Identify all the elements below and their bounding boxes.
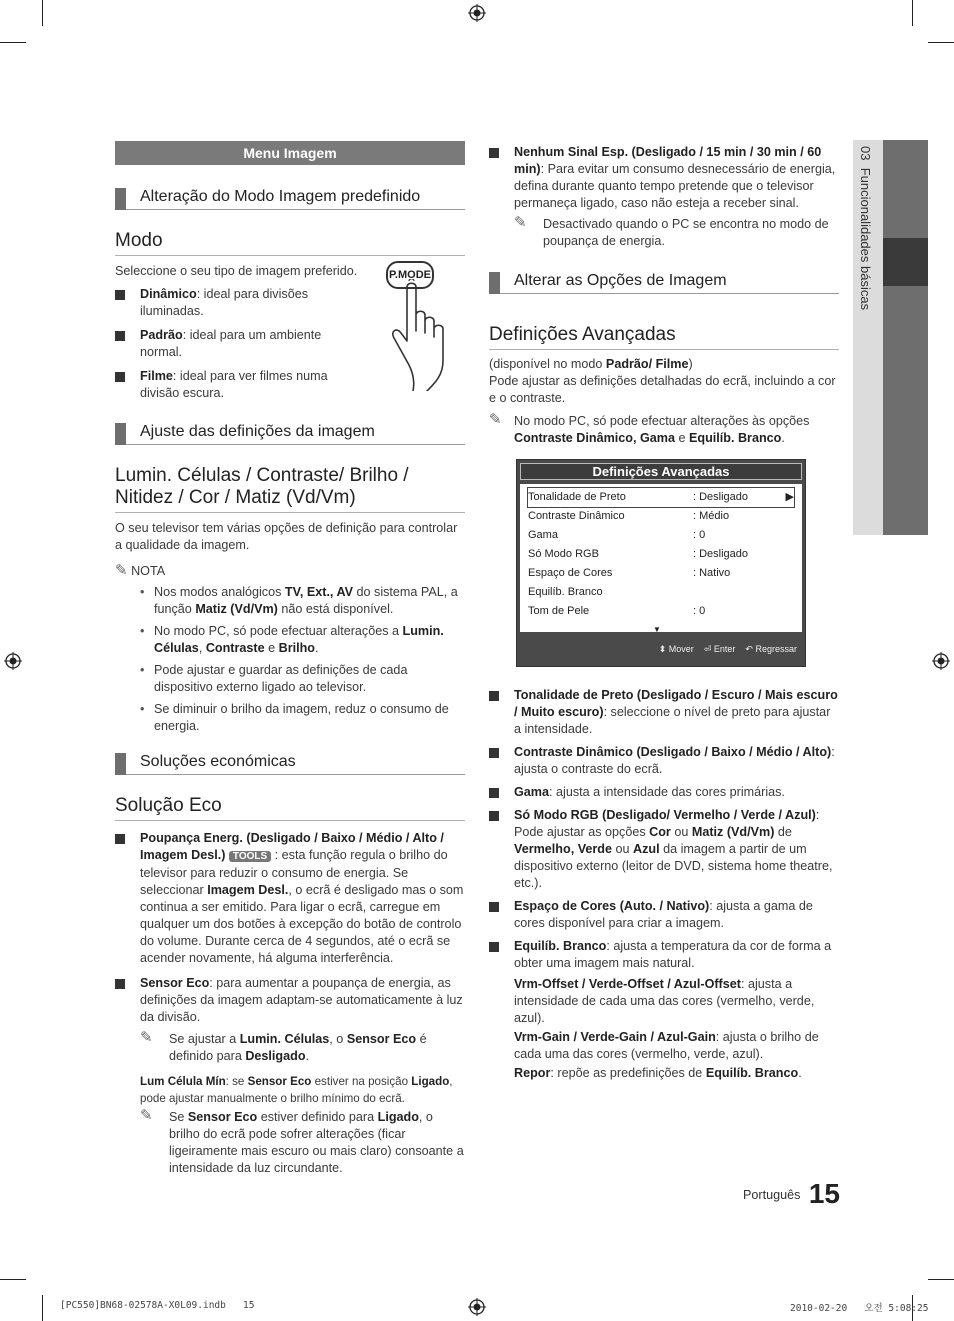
list-item: Nenhum Sinal Esp. (Desligado / 15 min / 30 min / 60 min): Para evitar um consumo desnecessário de energia, defina durante quanto tempo pretende que o televisor permaneça ligado, caso não esteja a receber sinal. xyxy=(489,144,839,212)
page-number: 15 xyxy=(808,1178,840,1209)
print-slug-date: 2010-02-20 오전 5:08:25 xyxy=(790,1303,929,1314)
osd-row[interactable]: Gama : 0 xyxy=(528,529,706,541)
osd-row[interactable]: Só Modo RGB : Desligado xyxy=(528,548,749,560)
sub-item: Vrm-Offset / Verde-Offset / Azul-Offset: ajusta a intensidade de cada uma das cores (vermelho, verde, azul). xyxy=(514,977,815,1025)
note: ✎ Se Sensor Eco estiver definido para Ligado, o brilho do ecrã pode sofrer alterações (ficar ligeiramente mais escuro ou mais claro) consoante a intensidade da luz circundante. xyxy=(140,1106,464,1175)
pmode-hand-illustration xyxy=(383,261,468,391)
side-tab-label: 03 Funcionalidades básicas xyxy=(858,146,873,311)
scroll-down-icon: ▼ xyxy=(653,625,661,634)
list-item: Sensor Eco: para aumentar a poupança de energia, as definições da imagem adaptam-se automaticamente à luz da divisão. xyxy=(115,975,465,1026)
tools-badge: TOOLS xyxy=(229,851,271,862)
section-heading: Ajuste das definições da imagem xyxy=(115,423,465,445)
list-item: Filme: ideal para ver filmes numa divisão escura. xyxy=(115,368,337,402)
pencil-icon: ✎ xyxy=(140,1106,153,1124)
section-title-adv: Definições Avançadas xyxy=(489,324,839,350)
pencil-icon: ✎ xyxy=(489,410,502,428)
section-title-eco: Solução Eco xyxy=(115,795,465,821)
list-item: • Pode ajustar e guardar as definições de cada dispositivo externo ligado ao televisor. xyxy=(115,662,465,696)
osd-menu xyxy=(516,459,806,667)
sub-item: Repor: repõe as predefinições de Equilíb. Branco. xyxy=(514,1066,802,1080)
section-heading: Alterar as Opções de Imagem xyxy=(489,272,839,294)
right-column xyxy=(489,144,839,1082)
pencil-icon: ✎ xyxy=(514,213,527,231)
list-item: • No modo PC, só pode efectuar alterações a Lumin. Células, Contraste e Brilho. xyxy=(115,623,465,657)
osd-row[interactable]: Equilíb. Branco xyxy=(528,586,603,598)
pencil-icon: ✎ xyxy=(115,561,128,579)
arrow-right-icon: ▶ xyxy=(785,491,794,503)
sub-item: Vrm-Gain / Verde-Gain / Azul-Gain: ajusta o brilho de cada uma das cores (vermelho, verde, azul). xyxy=(514,1030,819,1061)
section-title-lumin: Lumin. Células / Contraste/ Brilho / Nitidez / Cor / Matiz (Vd/Vm) xyxy=(115,465,465,513)
note: ✎ Se ajustar a Lumin. Células, o Sensor Eco é definido para Desligado. xyxy=(140,1028,427,1063)
list-item: Tonalidade de Preto (Desligado / Escuro / Mais escuro / Muito escuro): seleccione o nível de preto para ajustar a intensidade. xyxy=(489,687,839,738)
osd-row[interactable]: Contraste Dinâmico : Médio xyxy=(528,510,730,522)
enter-icon: ⏎ xyxy=(703,644,712,654)
list-item: Espaço de Cores (Auto. / Nativo): ajusta a gama de cores disponível para criar a imagem. xyxy=(489,898,839,932)
registration-mark-icon xyxy=(4,652,22,670)
list-item: • Nos modos analógicos TV, Ext., AV do sistema PAL, a função Matiz (Vd/Vm) não está disponível. xyxy=(115,584,465,618)
pmode-button: P.MODE xyxy=(386,261,434,289)
adv-intro: Pode ajustar as definições detalhadas do ecrã, incluindo a cor e o contraste. xyxy=(489,374,836,405)
note: ✎ Desactivado quando o PC se encontra no modo de poupança de energia. xyxy=(514,213,829,248)
adv-available: (disponível no modo Padrão/ Filme) xyxy=(489,357,693,371)
language-label: Português xyxy=(742,1188,801,1202)
lumin-intro: O seu televisor tem várias opções de definição para controlar a qualidade da imagem. xyxy=(115,521,458,552)
note-heading: ✎ NOTA xyxy=(115,561,166,579)
list-item: Equilíb. Branco: ajusta a temperatura da cor de forma a obter uma imagem mais natural. xyxy=(489,938,839,972)
note: ✎ No modo PC, só pode efectuar alterações às opções Contraste Dinâmico, Gama e Equilíb. Branco. xyxy=(489,410,810,445)
section-title-modo: Modo xyxy=(115,230,465,256)
osd-row[interactable]: Tom de Pele : 0 xyxy=(528,605,706,617)
list-item: • Se diminuir o brilho da imagem, reduz o consumo de energia. xyxy=(115,701,465,735)
side-tab-active xyxy=(883,238,928,286)
side-tab-dark xyxy=(883,140,928,535)
osd-title: Definições Avançadas xyxy=(520,463,802,480)
list-item: Gama: ajusta a intensidade das cores primárias. xyxy=(489,784,839,801)
list-item: Padrão: ideal para um ambiente normal. xyxy=(115,327,337,361)
list-item: Dinâmico: ideal para divisões iluminadas. xyxy=(115,286,337,320)
lum-celula-text: Lum Célula Mín: se Sensor Eco estiver na posição Ligado, pode ajustar manualmente o brilho mínimo do ecrã. xyxy=(140,1075,453,1105)
hand-icon xyxy=(383,279,468,391)
osd-footer: ⬍ Mover ⏎ Enter ↶ Regressar xyxy=(658,644,797,654)
registration-mark-icon xyxy=(468,4,486,22)
osd-panel xyxy=(520,484,802,632)
list-item: Só Modo RGB (Desligado/ Vermelho / Verde / Azul): Pode ajustar as opções Cor ou Matiz (Vd/Vm) de Vermelho, Verde ou Azul da imagem a partir de um dispositivo externo (leitor de DVD, sistema home theatre, etc.). xyxy=(489,807,839,892)
registration-mark-icon xyxy=(468,1298,486,1316)
osd-row-selected[interactable]: Tonalidade de Preto : Desligado ▶ xyxy=(528,488,794,507)
section-heading: Soluções económicas xyxy=(115,753,465,775)
list-item: Contraste Dinâmico (Desligado / Baixo / Médio / Alto): ajusta o contraste do ecrã. xyxy=(489,744,839,778)
menu-bar: Menu Imagem xyxy=(115,141,465,165)
return-icon: ↶ xyxy=(745,644,753,654)
osd-row[interactable]: Espaço de Cores : Nativo xyxy=(528,567,731,579)
print-slug-file: [PC550]BN68-02578A-X0L09.indb 15 xyxy=(60,1300,255,1311)
page-footer xyxy=(700,1178,840,1210)
registration-mark-icon xyxy=(932,652,950,670)
left-column xyxy=(115,141,465,1177)
move-icon: ⬍ xyxy=(658,644,667,654)
pencil-icon: ✎ xyxy=(140,1028,153,1046)
list-item: Poupança Energ. (Desligado / Baixo / Médio / Alto / Imagem Desl.) TOOLS : esta função regula o brilho do televisor para reduzir o consumo de energia. Se seleccionar Imagem Desl., o ecrã é desligado mas o som continua a ser emitido. Para ligar o ecrã, carregue em qualquer um dos botões à excepção do botão de controlo do volume. Durante cerca de 4 segundos, até o ecrã se acender novamente, há alguma interferência. xyxy=(115,830,465,967)
modo-intro: Seleccione o seu tipo de imagem preferido. xyxy=(115,264,358,278)
section-heading: Alteração do Modo Imagem predefinido xyxy=(115,188,465,210)
